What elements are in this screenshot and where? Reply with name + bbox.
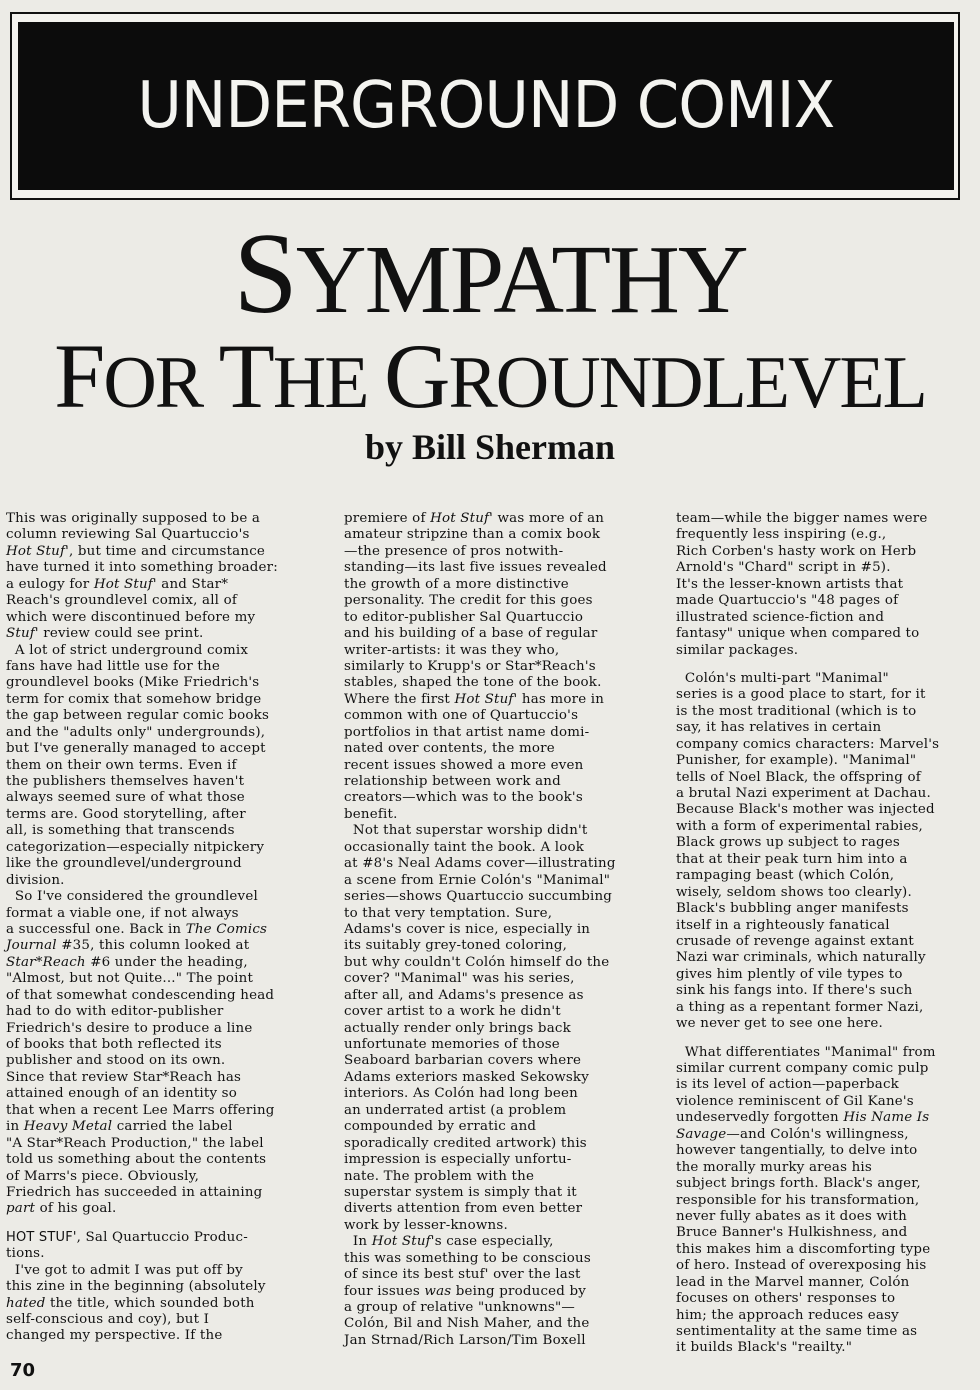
text-line: in Heavy Metal carried the label bbox=[6, 1119, 233, 1135]
text-line: and the "adults only" undergrounds), bbox=[6, 724, 266, 740]
text-line: Adams's cover is nice, especially in bbox=[344, 921, 591, 937]
text-line: it builds Black's "reailty." bbox=[676, 1340, 853, 1356]
text-line: but I've generally managed to accept bbox=[6, 741, 266, 757]
text-line: company comics characters: Marvel's bbox=[676, 736, 940, 752]
text-line: Colón, Bil and Nish Maher, and the bbox=[344, 1316, 590, 1332]
text-column-3 bbox=[676, 511, 980, 1357]
text-line: similar packages. bbox=[676, 642, 799, 658]
text-line: a brutal Nazi experiment at Dachau. bbox=[676, 786, 931, 801]
text-line: which were discontinued before my bbox=[6, 609, 256, 625]
text-line: a successful one. Back in The Comics bbox=[6, 921, 268, 937]
title-word: HE bbox=[272, 342, 384, 424]
text-line: similarly to Krupp's or Star*Reach's bbox=[344, 658, 596, 674]
text-line: What differentiates "Manimal" from bbox=[676, 1044, 936, 1060]
text-line: gives him plently of vile types to bbox=[676, 966, 903, 982]
text-line: frequently less inspiring (e.g., bbox=[676, 527, 887, 543]
text-line: impression is especially unfortu- bbox=[344, 1152, 572, 1168]
text-line: portfolios in that artist name domi- bbox=[344, 724, 590, 740]
text-line: the growth of a more distinctive bbox=[344, 576, 569, 592]
section-title: UNDERGROUND COMIX bbox=[137, 69, 835, 143]
text-line: column reviewing Sal Quartuccio's bbox=[6, 527, 250, 543]
text-line: format a viable one, if not always bbox=[6, 905, 239, 921]
text-line: however tangentially, to delve into bbox=[676, 1143, 918, 1159]
text-line: the morally murky areas his bbox=[676, 1159, 872, 1175]
text-line: interiors. As Colón had long been bbox=[344, 1086, 578, 1102]
text-line: Journal #35, this column looked at bbox=[6, 938, 250, 954]
text-line: its suitably grey-toned coloring, bbox=[344, 938, 568, 954]
text-line: sentimentality at the same time as bbox=[676, 1324, 918, 1339]
text-line: I've got to admit I was put off by bbox=[6, 1262, 243, 1278]
article-title-line2 bbox=[0, 325, 980, 427]
paragraph-gap bbox=[676, 659, 980, 671]
text-line: tells of Noel Black, the offspring of bbox=[676, 769, 921, 785]
text-line: a scene from Ernie Colón's "Manimal" bbox=[344, 872, 611, 888]
text-line: Since that review Star*Reach has bbox=[6, 1069, 242, 1085]
text-line: we never get to see one here. bbox=[676, 1016, 883, 1032]
text-line: have turned it into something broader: bbox=[6, 560, 278, 576]
text-line: nated over contents, the more bbox=[344, 741, 555, 757]
text-line: but why couldn't Colón himself do the bbox=[344, 954, 610, 970]
text-line: with a form of experimental rabies, bbox=[676, 818, 923, 834]
text-line: division. bbox=[6, 872, 65, 888]
section-banner bbox=[18, 22, 954, 190]
text-line: Where the first Hot Stuf' has more in bbox=[344, 691, 605, 707]
text-line: creators—which was to the book's bbox=[344, 790, 583, 806]
text-line: team—while the bigger names were bbox=[676, 511, 928, 526]
byline: by Bill Sherman bbox=[364, 427, 616, 467]
text-line: is its level of action—paperback bbox=[676, 1077, 899, 1093]
text-line: actually render only brings back bbox=[344, 1020, 571, 1036]
text-line: at #8's Neal Adams cover—illustrating bbox=[344, 856, 616, 872]
text-line: of hero. Instead of overexposing his bbox=[676, 1258, 927, 1274]
text-line: fans have had little use for the bbox=[6, 658, 220, 674]
text-line: work by lesser-knowns. bbox=[344, 1217, 508, 1233]
title-initial: G bbox=[384, 325, 449, 427]
text-line: "A Star*Reach Production," the label bbox=[6, 1135, 264, 1151]
text-line: Arnold's "Chard" script in #5). bbox=[676, 560, 891, 576]
text-line: publisher and stood on its own. bbox=[6, 1053, 226, 1069]
text-line: of since its best stuf' over the last bbox=[344, 1267, 581, 1283]
text-line: series—shows Quartuccio succumbing bbox=[344, 889, 613, 905]
text-line: Adams exteriors masked Sekowsky bbox=[344, 1069, 590, 1085]
text-line: —the presence of pros notwith- bbox=[344, 543, 564, 559]
text-line: Stuf' review could see print. bbox=[6, 626, 204, 642]
text-line: So I've considered the groundlevel bbox=[6, 889, 258, 905]
text-line: violence reminiscent of Gil Kane's bbox=[676, 1093, 914, 1109]
text-line: premiere of Hot Stuf' was more of an bbox=[344, 511, 605, 526]
text-line: A lot of strict underground comix bbox=[6, 642, 249, 658]
text-line: to that very temptation. Sure, bbox=[344, 905, 553, 921]
text-line: Reach's groundlevel comix, all of bbox=[6, 593, 238, 609]
text-line: this was something to be conscious bbox=[344, 1250, 591, 1266]
text-line: focuses on others' responses to bbox=[676, 1291, 896, 1307]
text-line: attained enough of an identity so bbox=[6, 1086, 238, 1102]
text-line: never fully abates as it does with bbox=[676, 1208, 907, 1224]
text-line: term for comix that somehow bridge bbox=[6, 691, 262, 707]
text-line: hated the title, which sounded both bbox=[6, 1295, 255, 1311]
text-line: of that somewhat condescending head bbox=[6, 987, 275, 1003]
text-line: itself in a righteously fanatical bbox=[676, 917, 890, 933]
title-rest: YMPATHY bbox=[295, 226, 747, 334]
text-line: HOT STUF', Sal Quartuccio Produc- bbox=[6, 1229, 248, 1245]
text-line: told us something about the contents bbox=[6, 1152, 267, 1168]
text-line: the gap between regular comic books bbox=[6, 708, 270, 724]
text-line: In Hot Stuf's case especially, bbox=[344, 1234, 554, 1250]
text-line: the publishers themselves haven't bbox=[6, 774, 245, 789]
page-number: 70 bbox=[10, 1360, 36, 1381]
text-line: subject brings forth. Black's anger, bbox=[676, 1176, 921, 1192]
text-line: Colón's multi-part "Manimal" bbox=[676, 670, 889, 686]
text-line: Star*Reach #6 under the heading, bbox=[6, 954, 248, 970]
text-line: like the groundlevel/underground bbox=[6, 856, 242, 872]
text-line: writer-artists: it was they who, bbox=[344, 642, 560, 658]
text-column-2 bbox=[344, 511, 664, 1349]
section-banner-frame bbox=[10, 12, 960, 200]
paragraph-gap bbox=[6, 1218, 326, 1230]
text-line: similar current company comic pulp bbox=[676, 1061, 929, 1076]
text-line: a group of relative "unknowns"— bbox=[344, 1300, 575, 1315]
text-line: made Quartuccio's "48 pages of bbox=[676, 593, 899, 609]
title-initial: S bbox=[233, 210, 296, 338]
text-line: Not that superstar worship didn't bbox=[344, 823, 588, 839]
text-line: personality. The credit for this goes bbox=[344, 593, 593, 609]
text-line: relationship between work and bbox=[344, 774, 561, 789]
text-line: of Marrs's piece. Obviously, bbox=[6, 1168, 200, 1184]
text-line: lead in the Marvel manner, Colón bbox=[676, 1274, 910, 1290]
text-line: amateur stripzine than a comix book bbox=[344, 527, 601, 543]
text-line: that when a recent Lee Marrs offering bbox=[6, 1102, 275, 1118]
text-line: sporadically credited artwork) this bbox=[344, 1135, 587, 1151]
text-line: Seaboard barbarian covers where bbox=[344, 1053, 582, 1069]
text-line: series is a good place to start, for it bbox=[676, 687, 926, 703]
text-line: compounded by erratic and bbox=[344, 1119, 537, 1135]
text-line: them on their own terms. Even if bbox=[6, 757, 237, 773]
text-line: tions. bbox=[6, 1246, 45, 1262]
text-line: Black grows up subject to rages bbox=[676, 835, 900, 851]
text-line: him; the approach reduces easy bbox=[676, 1307, 899, 1323]
text-line: undeservedly forgotten His Name Is bbox=[676, 1110, 930, 1126]
text-line: a thing as a repentant former Nazi, bbox=[676, 999, 924, 1015]
text-line: changed my perspective. If the bbox=[6, 1328, 223, 1344]
text-line: fantasy" unique when compared to bbox=[676, 626, 920, 642]
text-line: wisely, seldom shows too clearly). bbox=[676, 884, 912, 900]
text-line: common with one of Quartuccio's bbox=[344, 708, 579, 724]
article-title-line1 bbox=[0, 210, 980, 338]
text-line: Jan Strnad/Rich Larson/Tim Boxell bbox=[344, 1332, 586, 1348]
text-line: cover artist to a work he didn't bbox=[344, 1004, 561, 1020]
text-line: of books that both reflected its bbox=[6, 1037, 222, 1052]
text-line: all, is something that transcends bbox=[6, 823, 235, 839]
text-line: "Almost, but not Quite..." The point bbox=[6, 971, 254, 987]
text-line: benefit. bbox=[344, 806, 398, 822]
text-line: diverts attention from even better bbox=[344, 1201, 583, 1217]
text-line: nate. The problem with the bbox=[344, 1168, 535, 1184]
text-line: self-conscious and coy), but I bbox=[6, 1312, 210, 1327]
text-line: Nazi war criminals, which naturally bbox=[676, 950, 926, 966]
title-initial: F bbox=[54, 325, 104, 427]
text-line: this zine in the beginning (absolutely bbox=[6, 1279, 266, 1295]
text-line: illustrated science-fiction and bbox=[676, 609, 885, 625]
text-line: responsible for his transformation, bbox=[676, 1192, 920, 1208]
text-line: Because Black's mother was injected bbox=[676, 802, 935, 818]
text-line: groundlevel books (Mike Friedrich's bbox=[6, 675, 260, 691]
text-line: recent issues showed a more even bbox=[344, 757, 584, 773]
text-line: sink his fangs into. If there's such bbox=[676, 983, 913, 999]
title-word: ROUNDLEVEL bbox=[448, 342, 926, 424]
text-line: superstar system is simply that it bbox=[344, 1184, 577, 1200]
text-line: always seemed sure of what those bbox=[6, 790, 245, 806]
text-line: categorization—especially nitpickery bbox=[6, 839, 265, 855]
text-line: standing—its last five issues revealed bbox=[344, 560, 607, 576]
text-line: Rich Corben's hasty work on Herb bbox=[676, 543, 917, 559]
text-line: stables, shaped the tone of the book. bbox=[344, 675, 602, 691]
text-line: Friedrich has succeeded in attaining bbox=[6, 1184, 263, 1200]
text-line: part of his goal. bbox=[6, 1201, 117, 1217]
text-line: Friedrich's desire to produce a line bbox=[6, 1020, 253, 1036]
text-line: had to do with editor-publisher bbox=[6, 1004, 224, 1020]
text-line: that at their peak turn him into a bbox=[676, 851, 908, 867]
text-line: Bruce Banner's Hulkishness, and bbox=[676, 1225, 908, 1241]
text-line: Black's bubbling anger manifests bbox=[676, 901, 909, 917]
text-line: this makes him a discomforting type bbox=[676, 1241, 931, 1257]
text-line: after all, and Adams's presence as bbox=[344, 987, 584, 1003]
text-line: rampaging beast (which Colón, bbox=[676, 868, 895, 884]
text-line: occasionally taint the book. A look bbox=[344, 839, 585, 855]
text-line: an underrated artist (a problem bbox=[344, 1102, 567, 1118]
text-line: a eulogy for Hot Stuf' and Star* bbox=[6, 576, 229, 592]
paragraph-gap bbox=[676, 1033, 980, 1045]
title-initial: T bbox=[218, 325, 273, 427]
text-line: cover? "Manimal" was his series, bbox=[344, 971, 575, 987]
title-word: OR bbox=[103, 342, 219, 424]
text-line: and his building of a base of regular bbox=[344, 626, 598, 642]
text-line: terms are. Good storytelling, after bbox=[6, 806, 246, 822]
text-line: to editor-publisher Sal Quartuccio bbox=[344, 609, 584, 625]
text-line: unfortunate memories of those bbox=[344, 1037, 560, 1052]
text-line: Punisher, for example). "Manimal" bbox=[676, 753, 917, 769]
text-line: It's the lesser-known artists that bbox=[676, 576, 904, 592]
text-line: say, it has relatives in certain bbox=[676, 720, 882, 736]
text-line: Savage—and Colón's willingness, bbox=[676, 1126, 909, 1142]
text-line: is the most traditional (which is to bbox=[676, 703, 917, 719]
text-column-1 bbox=[6, 511, 326, 1345]
text-line: This was originally supposed to be a bbox=[6, 511, 261, 526]
text-line: four issues was being produced by bbox=[344, 1283, 587, 1299]
text-line: crusade of revenge against extant bbox=[676, 933, 915, 949]
text-line: Hot Stuf', but time and circumstance bbox=[6, 543, 266, 559]
